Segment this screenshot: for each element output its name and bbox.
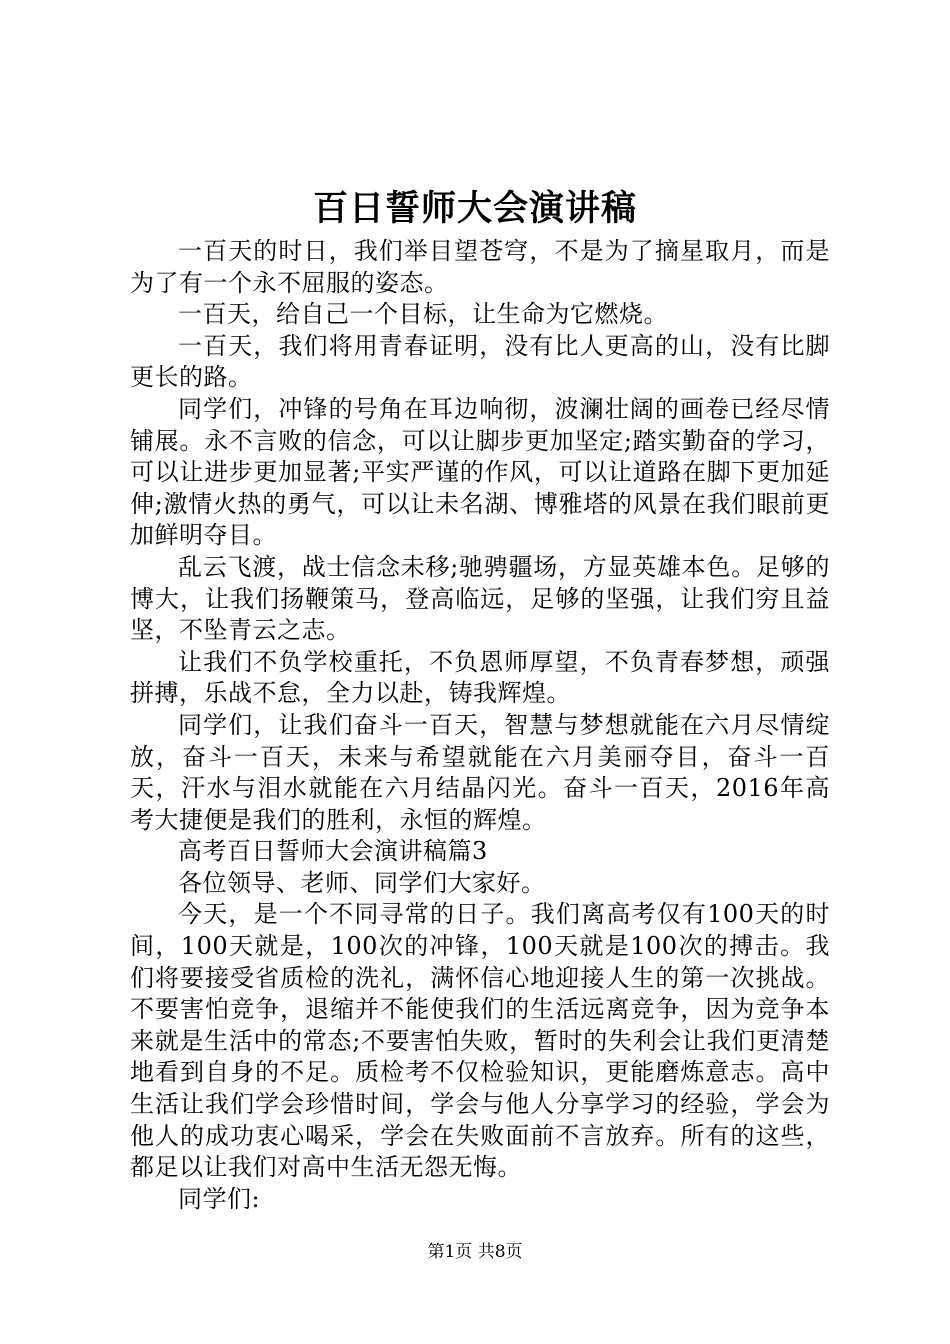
paragraph: 今天，是一个不同寻常的日子。我们离高考仅有100天的时间，100天就是，100次的冲锋，100天就是100次的搏击。我们将要接受省质检的洗礼，满怀信心地迎接人生的第一次挑战。不要害怕竞争，退缩并不能使我们的生活远离竞争，因为竞争本来就是生活中的常态;不要害怕失败，暂时的失利会让我们更清楚地看到自身的不足。质检考不仅检验知识，更能磨炼意志。高中生活让我们学会珍惜时间，学会与他人分享学习的经验，学会为他人的成功衷心喝采，学会在失败面前不言放弃。所有的这些，都足以让我们对高中生活无怨无悔。 [130, 900, 830, 1182]
paragraph: 让我们不负学校重托，不负恩师厚望，不负青春梦想，顽强拼搏，乐战不怠，全力以赴，铸我辉煌。 [130, 647, 830, 708]
paragraph: 同学们，让我们奋斗一百天，智慧与梦想就能在六月尽情绽放，奋斗一百天，未来与希望就能在六月美丽夺目，奋斗一百天，汗水与泪水就能在六月结晶闪光。奋斗一百天，2016年高考大捷便是我们的胜利，永恒的辉煌。 [130, 710, 830, 834]
paragraph: 同学们，冲锋的号角在耳边响彻，波澜壮阔的画卷已经尽情铺展。永不言败的信念，可以让脚步更加坚定;踏实勤奋的学习，可以让进步更加显著;平实严谨的作风，可以让道路在脚下更加延伸;激情火热的勇气，可以让未名湖、博雅塔的风景在我们眼前更加鲜明夺目。 [130, 394, 830, 550]
document-title: 百日誓师大会演讲稿 [312, 188, 637, 229]
section-heading: 高考百日誓师大会演讲稿篇3 [178, 837, 488, 866]
paragraph: 一百天，我们将用青春证明，没有比人更高的山，没有比脚更长的路。 [130, 331, 830, 392]
paragraph: 各位领导、老师、同学们大家好。 [178, 868, 546, 897]
paragraph: 一百天，给自己一个目标，让生命为它燃烧。 [178, 300, 668, 329]
paragraph: 一百天的时日，我们举目望苍穹，不是为了摘星取月，而是为了有一个永不屈服的姿态。 [130, 237, 830, 297]
page-footer: 第1页 共8页 [427, 1242, 523, 1262]
document-body [130, 236, 830, 1215]
paragraph: 同学们: [178, 1184, 261, 1213]
paragraph: 乱云飞渡，战士信念未移;驰骋疆场，方显英雄本色。足够的博大，让我们扬鞭策马，登高临远，足够的坚强，让我们穷且益坚，不坠青云之志。 [130, 552, 830, 645]
